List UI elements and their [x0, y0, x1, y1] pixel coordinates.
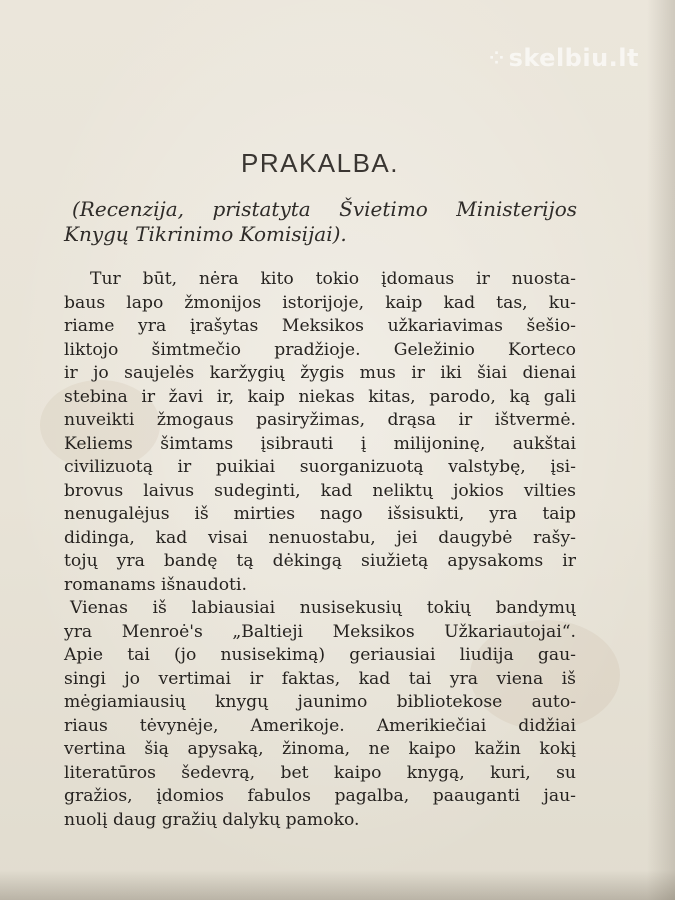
watermark-logo-icon: ⁘ [488, 48, 505, 69]
text-line: brovus laivus sudeginti, kad neliktų jokios vilties [64, 480, 576, 501]
text-line: ir jo saujelės karžygių žygis mus ir iki šiai dienai [64, 363, 576, 383]
text-line: Apie tai (jo nusisekimą) geriausiai liudija gau- [64, 645, 576, 665]
watermark-text: skelbiu.lt [508, 44, 639, 72]
text-line: didinga, kad visai nenuostabu, jei daugybė rašy- [64, 527, 576, 548]
subtitle-line: (Recenzija, pristatyta Švietimo Ministerijos [72, 197, 577, 221]
text-line: Keliems šimtams įsibrauti į milijoninę, aukštai [64, 433, 576, 454]
subtitle-line: Knygų Tikrinimo Komisijai). [64, 222, 347, 246]
text-line: yra Menroė's „Baltieji Meksikos Užkariautojai“. [64, 621, 576, 642]
text-line: stebina ir žavi ir, kaip niekas kitas, parodo, ką gali [64, 386, 576, 407]
body-text [64, 268, 576, 832]
text-line: baus lapo žmonijos istorijoje, kaip kad tas, ku- [64, 292, 576, 313]
watermark [489, 44, 639, 72]
text-line: liktojo šimtmečio pradžioje. Geležinio Korteco [64, 339, 576, 360]
text-line: nenugalėjus iš mirties nago išsisukti, yra taip [64, 504, 576, 524]
text-line: literatūros šedevrą, bet kaipo knygą, kuri, su [64, 762, 576, 783]
text-line: singi jo vertimai ir faktas, kad tai yra viena iš [64, 668, 576, 689]
text-line: mėgiamiausių knygų jaunimo bibliotekose auto- [64, 692, 576, 712]
subtitle [64, 197, 577, 247]
text-line: civilizuotą ir puikiai suorganizuotą valstybę, įsi- [64, 457, 576, 477]
text-line: tojų yra bandę tą dėkingą siužietą apysakoms ir [64, 551, 576, 571]
text-line: Tur būt, nėra kito tokio įdomaus ir nuosta- [90, 269, 576, 289]
text-line: nuveikti žmogaus pasiryžimas, drąsa ir ištvermė. [64, 410, 576, 430]
page-edge-shadow [647, 0, 675, 900]
text-line: Vienas iš labiausiai nusisekusių tokių bandymų [70, 598, 576, 618]
text-line: romanams išnaudoti. [64, 574, 247, 595]
page-bottom-shadow [0, 870, 675, 900]
text-line: vertina šią apysaką, žinoma, ne kaipo kažin kokį [64, 739, 576, 759]
text-line: nuolį daug gražių dalykų pamoko. [64, 809, 360, 830]
text-line: riaus tėvynėje, Amerikoje. Amerikiečiai didžiai [64, 715, 576, 736]
page-title: PRAKALBA. [240, 148, 399, 178]
text-line: riame yra įrašytas Meksikos užkariavimas šešio- [64, 316, 576, 336]
text-line: gražios, įdomios fabulos pagalba, paauganti jau- [64, 786, 576, 806]
